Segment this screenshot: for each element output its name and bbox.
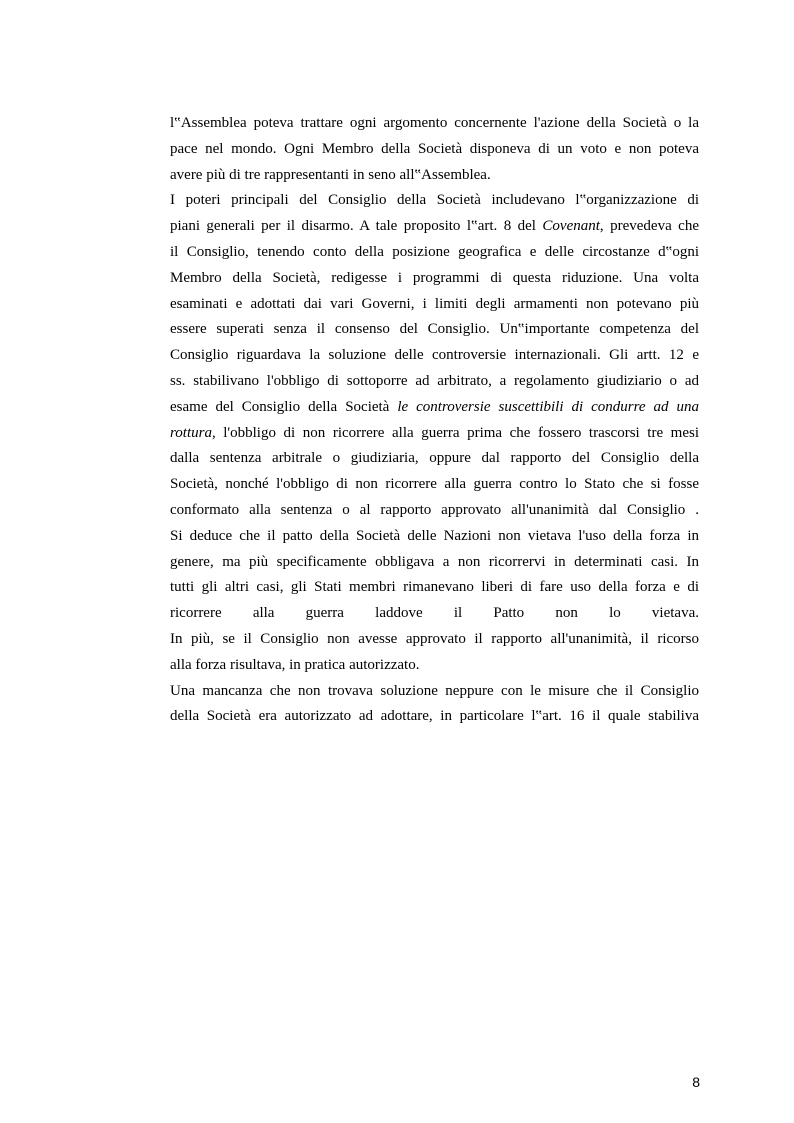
text-line: l‟Assemblea poteva trattare ogni argomento concernente l'azione della Società o la bbox=[170, 115, 699, 131]
text-line: Società, nonché l'obbligo di non ricorrere alla guerra contro lo Stato che si fosse bbox=[170, 476, 699, 493]
text-line: Consiglio riguardava la soluzione delle controversie internazionali. Gli artt. 12 e bbox=[170, 347, 699, 364]
italic-quote: rottura bbox=[170, 424, 212, 441]
text-line: avere più di tre rappresentanti in seno all‟Assemblea. bbox=[170, 166, 491, 183]
text-line: Una mancanza che non trovava soluzione neppure con le misure che il Consiglio bbox=[170, 682, 699, 699]
italic-quote: le controversie suscettibili di condurre ad una bbox=[397, 398, 700, 415]
text-line: tutti gli altri casi, gli Stati membri rimanevano liberi di fare uso della forza e di bbox=[170, 579, 699, 596]
text-line: ss. stabilivano l'obbligo di sottoporre ad arbitrato, a regolamento giudiziario o ad bbox=[170, 372, 699, 389]
italic-term-covenant: Covenant bbox=[542, 218, 600, 235]
text-line: Si deduce che il patto della Società delle Nazioni non vietava l'uso della forza in bbox=[170, 527, 699, 544]
text-line: dalla sentenza arbitrale o giudiziaria, oppure dal rapporto del Consiglio della bbox=[170, 450, 699, 467]
text-line: alla forza risultava, in pratica autorizzato. bbox=[170, 656, 420, 673]
text-segment: , l'obbligo di non ricorrere alla guerra prima che fossero trascorsi tre mesi bbox=[211, 424, 699, 441]
text-line bbox=[170, 421, 699, 447]
text-line: In più, se il Consiglio non avesse approvato il rapporto all'unanimità, il ricorso bbox=[170, 630, 699, 647]
text-line: pace nel mondo. Ogni Membro della Società disponeva di un voto e non poteva bbox=[170, 140, 699, 157]
text-line bbox=[170, 395, 699, 421]
text-line: il Consiglio, tenendo conto della posizione geografica e delle circostanze d‟ogni bbox=[170, 243, 699, 260]
text-line: della Società era autorizzato ad adottare, in particolare l‟art. 16 il quale stabiliva bbox=[170, 708, 699, 725]
text-line: Membro della Società, redigesse i programmi di questa riduzione. Una volta bbox=[170, 269, 699, 286]
text-line: ricorrere alla guerra laddove il Patto non lo vietava. bbox=[170, 605, 699, 622]
text-line: conformato alla sentenza o al rapporto approvato all'unanimità dal Consiglio . bbox=[170, 501, 699, 518]
text-segment: esame del Consiglio della Società bbox=[170, 398, 398, 415]
text-line: esaminati e adottati dai vari Governi, i limiti degli armamenti non potevano più bbox=[170, 295, 699, 312]
text-segment: , prevedeva che bbox=[599, 218, 699, 235]
text-line: genere, ma più specificamente obbligava a non ricorrervi in determinati casi. In bbox=[170, 553, 699, 570]
body-text bbox=[170, 111, 699, 730]
text-line: essere superati senza il consenso del Consiglio. Un‟importante competenza del bbox=[170, 321, 699, 338]
text-segment: piani generali per il disarmo. A tale proposito l‟art. 8 del bbox=[170, 218, 543, 235]
text-line bbox=[170, 214, 699, 240]
text-line: I poteri principali del Consiglio della Società includevano l‟organizzazione di bbox=[170, 192, 699, 209]
page-number: 8 bbox=[692, 1074, 700, 1090]
